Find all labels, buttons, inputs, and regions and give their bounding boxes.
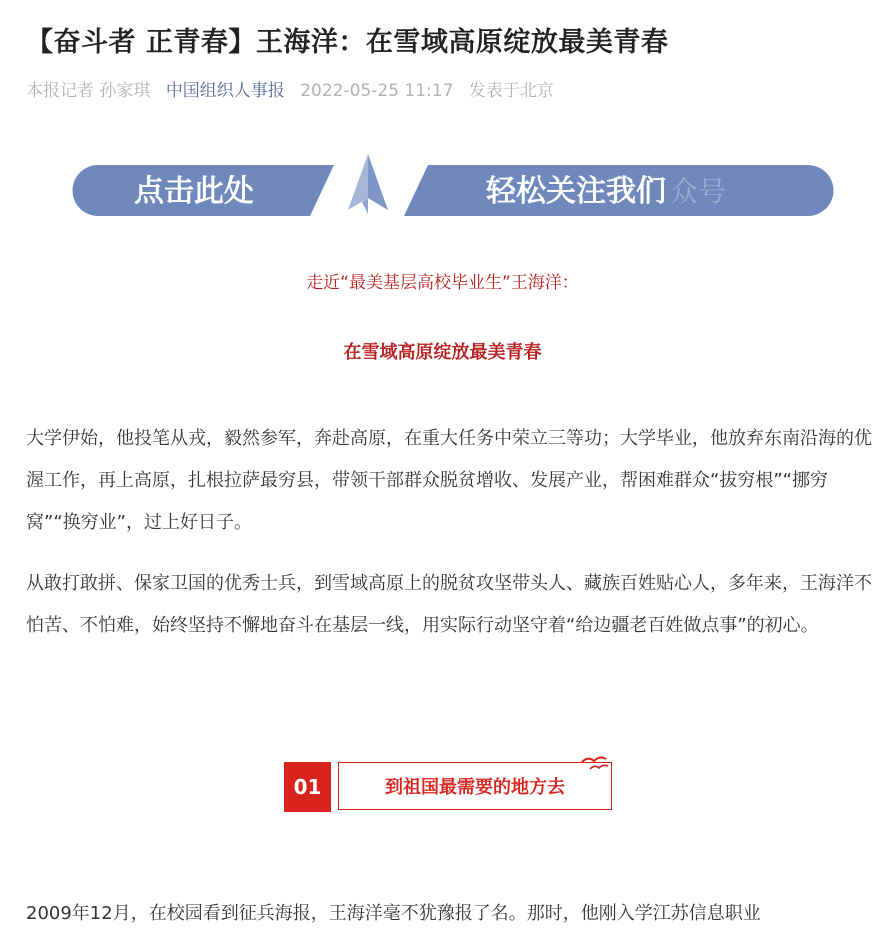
follow-banner-graphic: [72, 154, 834, 220]
section-number: 01: [284, 762, 331, 812]
article-title: 【奋斗者 正青春】王海洋：在雪域高原绽放最美青春: [26, 27, 669, 58]
section-title: 到祖国最需要的地方去: [338, 762, 612, 810]
paragraph-2: 从敢打敢拼、保家卫国的优秀士兵，到雪域高原上的脱贫攻坚带头人、藏族百姓贴心人，多年来，王海洋不怕苦、不怕难，始终坚持不懈地奋斗在基层一线，用实际行动坚守着“给边疆老百姓做点事”的初心。: [26, 573, 872, 636]
banner-faded-text: 众号: [669, 175, 727, 208]
paragraph-3: 2009年12月，在校园看到征兵海报，王海洋毫不犹豫报了名。那时，他刚入学江苏信息职业: [26, 903, 761, 924]
publish-location: 发表于北京: [468, 81, 554, 101]
birds-icon: [580, 754, 612, 774]
follow-banner[interactable]: [72, 154, 834, 220]
banner-left-text: 点击此处: [134, 174, 254, 209]
article-meta: [26, 76, 564, 101]
account-link[interactable]: 中国组织人事报: [165, 81, 285, 101]
publish-datetime: 2022-05-25 11:17: [300, 81, 454, 101]
author: 本报记者 孙家琪: [26, 81, 151, 101]
intro-line-2: 在雪域高原绽放最美青春: [343, 342, 542, 363]
section-header: [284, 754, 614, 814]
paragraph-1: 大学伊始，他投笔从戎，毅然参军，奔赴高原，在重大任务中荣立三等功；大学毕业，他放弃东南沿海的优渥工作，再上高原，扎根拉萨最穷县，带领干部群众脱贫增收、发展产业，帮困难群众“拔穷根”“挪穷窝”“换穷业”，过上好日子。: [26, 428, 872, 533]
banner-right-text: 轻松关注我们: [486, 174, 666, 209]
paper-plane-icon: [348, 154, 388, 214]
intro-line-1: 走近“最美基层高校毕业生”王海洋：: [306, 273, 579, 293]
